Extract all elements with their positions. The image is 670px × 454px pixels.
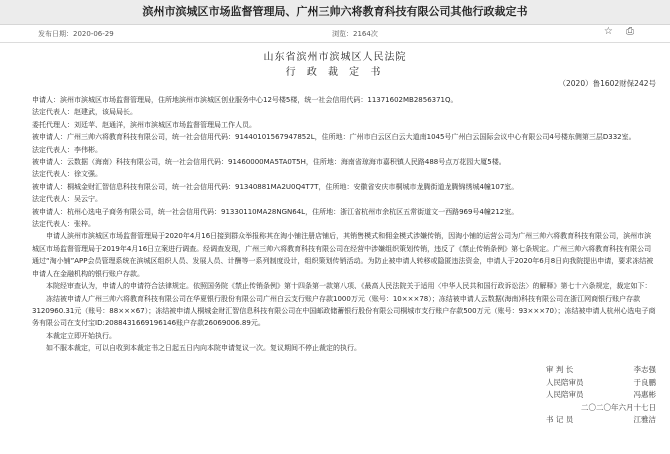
paragraph: 法定代表人：吴云宁。 — [32, 195, 102, 204]
paragraph: 法定代表人：徐文强。 — [32, 170, 102, 179]
paragraph: 申请人：滨州市滨城区市场监督管理局，住所地滨州市滨城区创业服务中心12号楼5楼，统一社会信用代码：11371602MB2856371Q。 — [32, 96, 458, 104]
signature-row — [546, 377, 656, 390]
signature-row — [546, 402, 656, 415]
court-name: 山东省滨州市滨城区人民法院 — [263, 52, 407, 63]
signature-name: 江雅洁 — [633, 415, 656, 425]
signature-role: 人民陪审员 — [546, 390, 584, 400]
collect-icon[interactable]: ☆ — [603, 26, 613, 37]
signature-role: 人民陪审员 — [546, 377, 584, 387]
case-number: （2020）鲁1602财保242号 — [558, 79, 656, 88]
paragraph: 被申请人：广州三帅六将教育科技有限公司，统一社会信用代码：91440101567947852L，住所地：广州市白云区白云大道南1045号广州白云国际会议中心有限公司4号楼东侧第三层D332室。 — [32, 133, 636, 142]
paragraph: 申请人滨州市滨城区市场监督管理局于2020年4月16日接到群众举报称其在淘小铺注册店铺后，其销售模式和佣金模式涉嫌传销，因淘小铺的运营公司为广州三帅六将教育科技有限公司，滨州市滨城区市场监督管理局于2019年4月16日立案进行调查。经调查发现，广州三帅六将教育科技有限公司在经营中涉嫌组织策划传销，违反了《禁止传销条例》第七条规定。广州三帅六将教育科技有限公司通过“淘小铺”APP会员管理系统在滨城区组织人员、发展人员、计酬等一系列制度设计，组织策划传销活动。为防止被申请人转移或隐匿违法资金，申请人于2020年6月8日向我院提出申请，要求冻结被申请人在金融机构的银行账户存款。 — [32, 232, 654, 278]
print-icon[interactable]: ⎙ — [626, 26, 634, 37]
signature-role: 书 记 员 — [546, 415, 574, 425]
signature-name: 于良鹏 — [633, 377, 656, 387]
signature-row — [546, 364, 656, 377]
view-count: 浏览：2164次 — [332, 30, 378, 38]
signature-date: 二〇二〇年六月十七日 — [581, 402, 656, 412]
signature-block — [546, 364, 656, 427]
document-body — [32, 94, 658, 355]
paragraph: 本裁定立即开始执行。 — [46, 331, 116, 340]
publish-date: 发布日期：2020-06-29 — [38, 30, 114, 38]
paragraph: 冻结被申请人广州三帅六将教育科技有限公司在华夏银行股份有限公司广州白云支行账户存款1000万元（账号：10×××78）；冻结被申请人云数据(海南)科技有限公司在浙江网商银行账户存款3120960.31元（账号：88×××67）；冻结被申请人桐城金财汇智信息科技有限公司在中国邮政储蓄银行股份有限公司桐城市支行账户存款500万元（账号：93×××70）；冻结被申请人杭州心选电子商务有限公司在支付宝ID:2088431669196146账户存款26069006.89元。 — [32, 294, 656, 328]
paragraph: 法定代表人：李伟彬。 — [32, 145, 102, 154]
paragraph: 法定代表人：赵建武，该局局长。 — [32, 108, 137, 117]
signature-row — [546, 389, 656, 402]
signature-name: 冯惠彬 — [633, 390, 656, 400]
paragraph: 被申请人：桐城金财汇智信息科技有限公司，统一社会信用代码：91340881MA2U0Q4T7T，住所地：安徽省安庆市桐城市龙腾街道龙腾锦绣城4幢107室。 — [32, 182, 519, 191]
document-type: 行 政 裁 定 书 — [285, 67, 385, 78]
signature-name: 李志强 — [633, 365, 656, 374]
paragraph: 法定代表人：张梓。 — [32, 220, 95, 229]
paragraph: 如不服本裁定，可以自收到本裁定书之日起五日内向本院申请复议一次。复议期间不停止裁定的执行。 — [46, 344, 361, 353]
paragraph: 本院经审查认为，申请人的申请符合法律规定。依照国务院《禁止传销条例》第十四条第一款第八项、《最高人民法院关于适用〈中华人民共和国行政诉讼法〉的解释》第七十六条规定，裁定如下： — [46, 282, 652, 291]
paragraph: 被申请人：云数据（海南）科技有限公司，统一社会信用代码：91460000MA5TA0T5H，住所地：海南省琼海市嘉积镇人民路488号点万花园大厦5楼。 — [32, 158, 506, 167]
paragraph: 委托代理人：刘廷苹、赵通洋，滨州市滨城区市场监督管理局工作人员。 — [32, 120, 256, 129]
paragraph: 被申请人：杭州心选电子商务有限公司，统一社会信用代码：91330110MA28NGN64L，住所地：浙江省杭州市余杭区五常街道文一西路969号4幢212室。 — [32, 207, 519, 216]
meta-bar — [0, 24, 670, 43]
signature-row — [546, 414, 656, 427]
document-title: 滨州市滨城区市场监督管理局、广州三帅六将教育科技有限公司其他行政裁定书 — [0, 0, 670, 25]
signature-role: 审 判 长 — [546, 365, 574, 374]
toolbar-icons — [594, 26, 634, 37]
